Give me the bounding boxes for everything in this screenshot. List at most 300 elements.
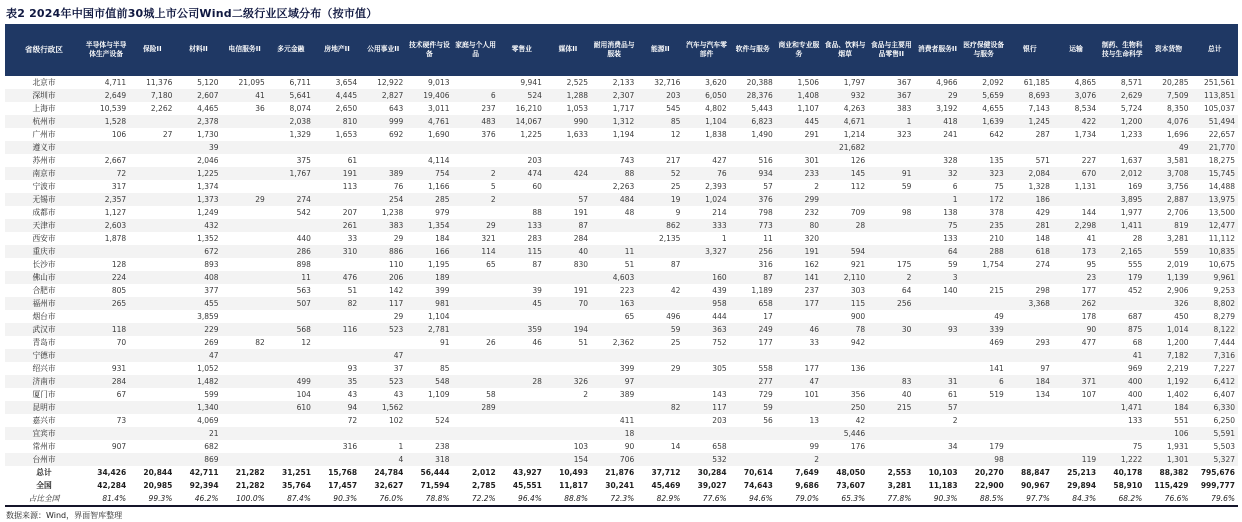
value-cell <box>776 427 822 440</box>
value-cell: 274 <box>296 195 311 204</box>
value-cell: 251,561 <box>1203 78 1235 87</box>
value-cell: 798 <box>758 208 773 217</box>
value-cell: 4 <box>398 455 404 464</box>
column-header: 食品与主要用品零售II <box>868 24 914 76</box>
value-cell: 57 <box>763 182 773 191</box>
value-cell <box>129 375 175 388</box>
value-cell: 875 <box>1127 325 1143 334</box>
value-cell <box>129 232 175 245</box>
region-cell: 宁德市 <box>32 351 56 360</box>
value-cell: 117 <box>388 299 404 308</box>
header-row <box>5 24 1238 76</box>
value-cell: 29 <box>948 91 958 100</box>
value-cell: 172 <box>989 195 1004 204</box>
value-cell: 88 <box>624 169 635 178</box>
value-cell: 383 <box>897 104 912 113</box>
value-cell: 773 <box>758 221 773 230</box>
value-cell: 5,120 <box>197 78 219 87</box>
value-cell: 114 <box>481 247 496 256</box>
value-cell: 4,671 <box>843 117 866 126</box>
value-cell <box>776 141 822 154</box>
value-cell: 101 <box>804 390 819 399</box>
value-cell: 104 <box>296 390 311 399</box>
value-cell: 175 <box>897 260 912 269</box>
value-cell: 186 <box>1035 195 1050 204</box>
value-cell: 145 <box>850 169 866 178</box>
value-cell: 18,275 <box>1208 156 1235 165</box>
value-cell: 60 <box>532 182 542 191</box>
value-cell: 969 <box>1127 364 1143 373</box>
value-cell: 72.3% <box>591 492 637 506</box>
value-cell <box>360 427 406 440</box>
value-cell: 2,262 <box>150 104 173 113</box>
value-cell: 184 <box>1035 377 1050 386</box>
value-cell: 2,607 <box>197 91 219 100</box>
value-cell: 177 <box>804 299 819 308</box>
value-cell: 6 <box>998 377 1004 386</box>
value-cell <box>1007 427 1053 440</box>
value-cell: 29 <box>486 221 496 230</box>
value-cell: 203 <box>712 416 727 425</box>
value-cell: 78 <box>855 325 866 334</box>
value-cell: 21 <box>209 429 219 438</box>
value-cell: 48,050 <box>836 468 866 477</box>
value-cell <box>1007 310 1053 323</box>
value-cell: 323 <box>897 130 912 139</box>
value-cell: 371 <box>1081 377 1097 386</box>
value-cell: 29 <box>393 312 404 321</box>
value-cell: 43 <box>347 390 358 399</box>
value-cell: 445 <box>804 117 819 126</box>
region-cell: 总计 <box>36 468 52 477</box>
value-cell: 545 <box>666 104 681 113</box>
value-cell <box>222 440 268 453</box>
value-cell: 326 <box>573 377 589 386</box>
value-cell: 5,503 <box>1213 442 1235 451</box>
table-row <box>5 440 1238 453</box>
value-cell: 29 <box>670 364 681 373</box>
value-cell <box>637 271 683 284</box>
value-cell: 87 <box>532 260 542 269</box>
value-cell <box>453 453 499 466</box>
value-cell: 256 <box>758 247 773 256</box>
value-cell: 96.4% <box>499 492 545 506</box>
value-cell: 1 <box>398 442 404 451</box>
value-cell: 88.8% <box>545 492 591 506</box>
value-cell: 318 <box>435 455 450 464</box>
value-cell: 599 <box>204 390 219 399</box>
value-cell: 2,110 <box>843 273 866 282</box>
value-cell <box>591 219 637 232</box>
region-cell: 宁波市 <box>32 182 56 191</box>
value-cell <box>314 141 360 154</box>
value-cell: 25 <box>670 182 681 191</box>
value-cell: 57 <box>948 403 958 412</box>
value-cell: 20,270 <box>974 468 1004 477</box>
region-cell: 济南市 <box>32 377 56 386</box>
value-cell: 136 <box>850 364 866 373</box>
table-body <box>5 76 1238 506</box>
value-cell: 1,977 <box>1120 208 1143 217</box>
value-cell <box>499 349 545 362</box>
value-cell: 571 <box>1035 156 1050 165</box>
value-cell <box>961 414 1007 427</box>
summary-row <box>5 479 1238 492</box>
region-cell: 昆明市 <box>32 403 56 412</box>
value-cell: 235 <box>989 221 1004 230</box>
summary-row <box>5 492 1238 506</box>
value-cell: 10,493 <box>559 468 589 477</box>
region-cell: 绍兴市 <box>32 364 56 373</box>
value-cell <box>129 206 175 219</box>
value-cell: 452 <box>1127 286 1143 295</box>
value-cell: 5,327 <box>1213 455 1235 464</box>
value-cell <box>637 245 683 258</box>
region-cell: 南京市 <box>32 169 56 178</box>
region-cell: 嘉兴市 <box>32 416 56 425</box>
value-cell <box>453 414 499 427</box>
value-cell: 42,284 <box>97 481 127 490</box>
value-cell <box>591 232 637 245</box>
value-cell: 176 <box>850 442 866 451</box>
value-cell: 35 <box>347 377 358 386</box>
value-cell <box>637 141 683 154</box>
value-cell: 3,654 <box>335 78 358 87</box>
value-cell <box>268 427 314 440</box>
value-cell <box>222 115 268 128</box>
value-cell <box>129 141 175 154</box>
table-row <box>5 258 1238 271</box>
column-header: 多元金融 <box>268 24 314 76</box>
value-cell: 20,388 <box>746 78 773 87</box>
value-cell: 559 <box>1174 247 1189 256</box>
value-cell: 389 <box>388 169 404 178</box>
value-cell: 643 <box>388 104 404 113</box>
value-cell: 87 <box>578 221 589 230</box>
value-cell: 70,614 <box>743 468 773 477</box>
value-cell <box>222 258 268 271</box>
table-row <box>5 375 1238 388</box>
value-cell <box>1007 453 1053 466</box>
value-cell: 21,682 <box>838 143 866 152</box>
value-cell: 90 <box>624 442 635 451</box>
value-cell: 142 <box>388 286 404 295</box>
value-cell: 339 <box>989 325 1004 334</box>
value-cell <box>499 271 545 284</box>
value-cell: 1,408 <box>797 91 819 100</box>
value-cell: 64 <box>901 286 912 295</box>
value-cell: 233 <box>804 169 819 178</box>
column-header-region: 省级行政区 <box>5 24 83 76</box>
value-cell <box>129 219 175 232</box>
value-cell: 23 <box>1086 273 1097 282</box>
value-cell: 2,038 <box>289 117 311 126</box>
value-cell <box>822 453 868 466</box>
value-cell: 321 <box>481 234 496 243</box>
value-cell <box>637 427 683 440</box>
value-cell: 1,633 <box>566 130 589 139</box>
value-cell: 128 <box>111 260 127 269</box>
value-cell <box>914 362 960 375</box>
value-cell <box>222 362 268 375</box>
value-cell: 7,509 <box>1167 91 1189 100</box>
value-cell: 594 <box>850 247 866 256</box>
value-cell: 5,659 <box>982 91 1004 100</box>
value-cell: 2,084 <box>1028 169 1050 178</box>
value-cell <box>129 453 175 466</box>
value-cell: 191 <box>573 286 589 295</box>
value-cell: 1,024 <box>705 195 727 204</box>
value-cell: 81.4% <box>83 492 129 506</box>
value-cell: 52 <box>670 169 681 178</box>
value-cell: 57 <box>578 195 589 204</box>
value-cell: 1,730 <box>197 130 219 139</box>
value-cell: 1,482 <box>197 377 219 386</box>
value-cell: 133 <box>1127 416 1143 425</box>
value-cell: 207 <box>342 208 358 217</box>
value-cell: 90.3% <box>314 492 360 506</box>
region-cell: 厦门市 <box>32 390 56 399</box>
value-cell <box>222 310 268 323</box>
value-cell: 862 <box>666 221 681 230</box>
value-cell: 375 <box>296 156 311 165</box>
value-cell: 5,446 <box>843 429 866 438</box>
value-cell: 12 <box>670 130 681 139</box>
value-cell <box>222 154 268 167</box>
value-cell: 41 <box>1132 351 1143 360</box>
value-cell <box>545 141 591 154</box>
value-cell <box>268 141 314 154</box>
value-cell: 178 <box>1081 312 1097 321</box>
value-cell: 191 <box>573 208 589 217</box>
value-cell: 13,975 <box>1208 195 1235 204</box>
value-cell: 7,182 <box>1167 351 1189 360</box>
value-cell: 88,382 <box>1159 468 1189 477</box>
value-cell: 1,528 <box>104 117 127 126</box>
value-cell: 94.6% <box>730 492 776 506</box>
value-cell: 2,165 <box>1120 247 1143 256</box>
value-cell: 68.2% <box>1099 492 1145 506</box>
value-cell: 1,192 <box>1167 377 1189 386</box>
region-cell: 福州市 <box>32 299 56 308</box>
value-cell <box>961 141 1007 154</box>
value-cell: 1,249 <box>197 208 219 217</box>
value-cell: 427 <box>712 156 727 165</box>
value-cell: 303 <box>850 286 866 295</box>
value-cell: 30,284 <box>697 468 727 477</box>
value-cell: 692 <box>388 130 404 139</box>
value-cell: 830 <box>573 260 589 269</box>
value-cell: 532 <box>712 455 727 464</box>
value-cell: 51 <box>578 338 589 347</box>
value-cell: 1,637 <box>1120 156 1143 165</box>
value-cell <box>545 154 591 167</box>
value-cell: 13,500 <box>1208 208 1235 217</box>
value-cell: 1,471 <box>1120 403 1143 412</box>
value-cell: 293 <box>1035 338 1050 347</box>
value-cell: 429 <box>1035 208 1050 217</box>
value-cell: 162 <box>804 260 819 269</box>
value-cell <box>730 440 776 453</box>
value-cell <box>314 427 360 440</box>
value-cell: 555 <box>1127 260 1143 269</box>
value-cell: 524 <box>527 91 542 100</box>
value-cell: 2 <box>814 455 819 464</box>
value-cell <box>545 362 591 375</box>
value-cell: 47 <box>209 351 219 360</box>
value-cell: 469 <box>989 338 1004 347</box>
value-cell: 4,263 <box>843 104 866 113</box>
value-cell <box>222 219 268 232</box>
value-cell <box>406 141 452 154</box>
value-cell: 11,112 <box>1208 234 1235 243</box>
value-cell: 363 <box>712 325 727 334</box>
value-cell <box>499 414 545 427</box>
value-cell <box>222 128 268 141</box>
region-cell: 遵义市 <box>32 143 56 152</box>
value-cell: 249 <box>758 325 773 334</box>
value-cell: 269 <box>204 338 219 347</box>
value-cell: 2 <box>906 273 912 282</box>
value-cell: 33 <box>347 234 358 243</box>
value-cell <box>453 427 499 440</box>
value-cell: 61 <box>347 156 358 165</box>
value-cell: 2,781 <box>428 325 450 334</box>
value-cell: 135 <box>989 156 1004 165</box>
region-cell: 合肥市 <box>32 286 56 295</box>
region-cell: 天津市 <box>32 221 56 230</box>
value-cell: 3,756 <box>1167 182 1189 191</box>
value-cell: 687 <box>1127 312 1143 321</box>
table-row <box>5 232 1238 245</box>
value-cell <box>961 271 1007 284</box>
value-cell <box>961 427 1007 440</box>
value-cell: 179 <box>989 442 1004 451</box>
value-cell: 70 <box>578 299 589 308</box>
value-cell: 8,571 <box>1120 78 1143 87</box>
value-cell: 19,406 <box>423 91 450 100</box>
region-cell: 常州市 <box>32 442 56 451</box>
value-cell <box>222 297 268 310</box>
table-row <box>5 297 1238 310</box>
industry-distribution-table <box>5 24 1238 507</box>
value-cell: 1,352 <box>197 234 219 243</box>
value-cell <box>822 193 868 206</box>
value-cell: 1,838 <box>705 130 727 139</box>
value-cell: 76 <box>717 169 727 178</box>
value-cell: 3,368 <box>1028 299 1050 308</box>
value-cell: 7,227 <box>1213 364 1235 373</box>
value-cell: 551 <box>1174 416 1189 425</box>
column-header: 总计 <box>1192 24 1239 76</box>
value-cell: 85 <box>670 117 681 126</box>
value-cell: 36 <box>255 104 265 113</box>
value-cell <box>591 401 637 414</box>
column-header: 媒体II <box>545 24 591 76</box>
column-header: 医疗保健设备与服务 <box>961 24 1007 76</box>
value-cell: 215 <box>989 286 1004 295</box>
value-cell: 98 <box>901 208 912 217</box>
value-cell: 432 <box>204 221 219 230</box>
value-cell: 88,847 <box>1020 468 1050 477</box>
value-cell: 32 <box>948 169 958 178</box>
value-cell <box>129 271 175 284</box>
value-cell: 2,650 <box>335 104 358 113</box>
value-cell: 893 <box>204 260 219 269</box>
table-row <box>5 180 1238 193</box>
value-cell: 1,301 <box>1167 455 1189 464</box>
table-row <box>5 219 1238 232</box>
value-cell: 4,076 <box>1167 117 1189 126</box>
value-cell <box>314 193 360 206</box>
value-cell <box>499 388 545 401</box>
value-cell <box>637 414 683 427</box>
value-cell: 103 <box>573 442 589 451</box>
region-cell: 武汉市 <box>32 325 56 334</box>
value-cell: 1,233 <box>1120 130 1143 139</box>
value-cell <box>499 362 545 375</box>
value-cell: 1,200 <box>1120 117 1143 126</box>
value-cell <box>822 375 868 388</box>
column-header: 家庭与个人用品 <box>453 24 499 76</box>
value-cell: 41 <box>255 91 265 100</box>
value-cell: 166 <box>435 247 450 256</box>
value-cell: 106 <box>1174 429 1189 438</box>
value-cell: 942 <box>850 338 866 347</box>
value-cell: 2,012 <box>471 468 496 477</box>
column-header: 电信服务II <box>222 24 268 76</box>
value-cell: 658 <box>712 442 727 451</box>
value-cell <box>499 401 545 414</box>
value-cell: 87 <box>670 260 681 269</box>
value-cell: 31 <box>948 377 958 386</box>
value-cell: 33 <box>809 338 819 347</box>
column-header: 软件与服务 <box>730 24 776 76</box>
table-row <box>5 128 1238 141</box>
value-cell <box>129 310 175 323</box>
value-cell: 163 <box>619 299 635 308</box>
value-cell <box>1007 401 1053 414</box>
value-cell: 2,133 <box>612 78 635 87</box>
value-cell <box>314 453 360 466</box>
value-cell: 229 <box>204 325 219 334</box>
value-cell: 92,394 <box>189 481 219 490</box>
value-cell: 20,285 <box>1162 78 1189 87</box>
value-cell: 184 <box>1174 403 1189 412</box>
table-row <box>5 336 1238 349</box>
table-row <box>5 141 1238 154</box>
value-cell: 483 <box>481 117 496 126</box>
value-cell: 42 <box>670 286 681 295</box>
value-cell: 376 <box>481 130 496 139</box>
value-cell: 59 <box>763 403 773 412</box>
value-cell: 91 <box>439 338 450 347</box>
value-cell: 227 <box>1081 156 1097 165</box>
value-cell: 1,107 <box>797 104 819 113</box>
value-cell <box>1053 193 1099 206</box>
value-cell: 70 <box>116 338 127 347</box>
value-cell <box>868 232 914 245</box>
value-cell <box>314 349 360 362</box>
value-cell: 3,192 <box>936 104 958 113</box>
column-header: 公用事业II <box>360 24 406 76</box>
value-cell: 68 <box>1132 338 1143 347</box>
value-cell: 47 <box>393 351 404 360</box>
value-cell: 154 <box>573 455 589 464</box>
value-cell <box>129 427 175 440</box>
value-cell: 316 <box>342 442 358 451</box>
value-cell <box>730 349 776 362</box>
